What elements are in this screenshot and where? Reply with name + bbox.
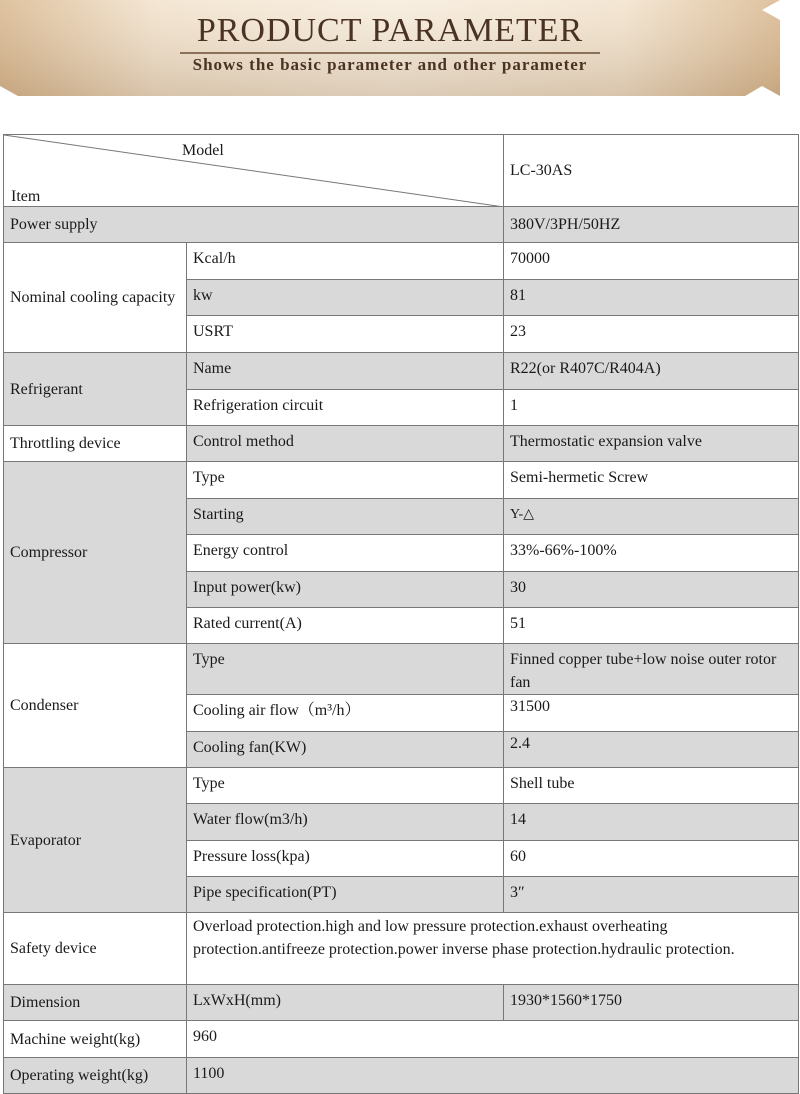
- machine-weight-label: Machine weight(kg): [4, 1021, 187, 1058]
- param-cell: Rated current(A): [187, 608, 504, 644]
- parameter-table: [3, 134, 799, 1094]
- param-cell: Kcal/h: [187, 243, 504, 280]
- table-row: [4, 985, 799, 1021]
- header-item: Item: [11, 188, 41, 205]
- param-cell: Input power(kw): [187, 572, 504, 608]
- table-header-row: [4, 135, 799, 207]
- table-row: [4, 913, 799, 985]
- param-cell: Pressure loss(kpa): [187, 841, 504, 877]
- value-cell: 30: [504, 572, 799, 608]
- table-row: [4, 243, 799, 280]
- table-row: [4, 1058, 799, 1094]
- table-row: [4, 207, 799, 243]
- table-row: [4, 353, 799, 390]
- param-cell: LxWxH(mm): [187, 985, 504, 1021]
- value-cell: 81: [504, 280, 799, 316]
- value-cell: Shell tube: [504, 768, 799, 804]
- param-cell: Energy control: [187, 535, 504, 572]
- value-cell: Y-△: [504, 499, 799, 535]
- power-supply-value: 380V/3PH/50HZ: [504, 207, 799, 243]
- safety-device-label: Safety device: [4, 913, 187, 985]
- dimension-label: Dimension: [4, 985, 187, 1021]
- table-row: [4, 462, 799, 499]
- value-cell: 51: [504, 608, 799, 644]
- value-cell: 3″: [504, 877, 799, 913]
- value-cell: Semi-hermetic Screw: [504, 462, 799, 499]
- param-cell: Cooling fan(KW): [187, 732, 504, 768]
- banner-title: PRODUCT PARAMETER: [196, 12, 584, 49]
- value-cell: 70000: [504, 243, 799, 280]
- evaporator-label: Evaporator: [4, 768, 187, 913]
- safety-device-value: Overload protection.high and low pressure protection.exhaust overheating protection.antifreeze protection.power inverse phase protection.hydraulic protection.: [187, 913, 799, 985]
- value-cell: 60: [504, 841, 799, 877]
- table-row: [4, 768, 799, 804]
- value-cell: 2.4: [504, 732, 799, 768]
- param-cell: Starting: [187, 499, 504, 535]
- compressor-label: Compressor: [4, 462, 187, 644]
- param-cell: Type: [187, 768, 504, 804]
- nominal-cooling-label: Nominal cooling capacity: [4, 243, 187, 353]
- param-cell: kw: [187, 280, 504, 316]
- operating-weight-value: 1100: [187, 1058, 799, 1094]
- table-row: [4, 426, 799, 462]
- value-cell: 14: [504, 804, 799, 841]
- throttling-label: Throttling device: [4, 426, 187, 462]
- model-value: LC-30AS: [504, 135, 799, 207]
- value-cell: 31500: [504, 695, 799, 732]
- operating-weight-label: Operating weight(kg): [4, 1058, 187, 1094]
- value-cell: 33%-66%-100%: [504, 535, 799, 572]
- model-item-header: [4, 135, 504, 207]
- value-cell: R22(or R407C/R404A): [504, 353, 799, 390]
- power-supply-label: Power supply: [4, 207, 504, 243]
- value-cell: Thermostatic expansion valve: [504, 426, 799, 462]
- param-cell: Water flow(m3/h): [187, 804, 504, 841]
- condenser-label: Condenser: [4, 644, 187, 768]
- value-cell: 23: [504, 316, 799, 353]
- param-cell: USRT: [187, 316, 504, 353]
- refrigerant-label: Refrigerant: [4, 353, 187, 426]
- param-cell: Refrigeration circuit: [187, 390, 504, 426]
- param-cell: Type: [187, 462, 504, 499]
- table-row: [4, 644, 799, 695]
- param-cell: Control method: [187, 426, 504, 462]
- banner-subtitle: Shows the basic parameter and other parameter: [192, 55, 588, 74]
- param-cell: Type: [187, 644, 504, 695]
- header-model: Model: [182, 142, 224, 159]
- machine-weight-value: 960: [187, 1021, 799, 1058]
- value-cell: Finned copper tube+low noise outer rotor fan: [504, 644, 799, 695]
- param-cell: Name: [187, 353, 504, 390]
- value-cell: 1: [504, 390, 799, 426]
- diagonal-divider: [4, 135, 504, 207]
- value-cell: 1930*1560*1750: [504, 985, 799, 1021]
- product-parameter-banner: [0, 0, 800, 100]
- table-row: [4, 1021, 799, 1058]
- param-cell: Cooling air flow（m³/h）: [187, 695, 504, 732]
- param-cell: Pipe specification(PT): [187, 877, 504, 913]
